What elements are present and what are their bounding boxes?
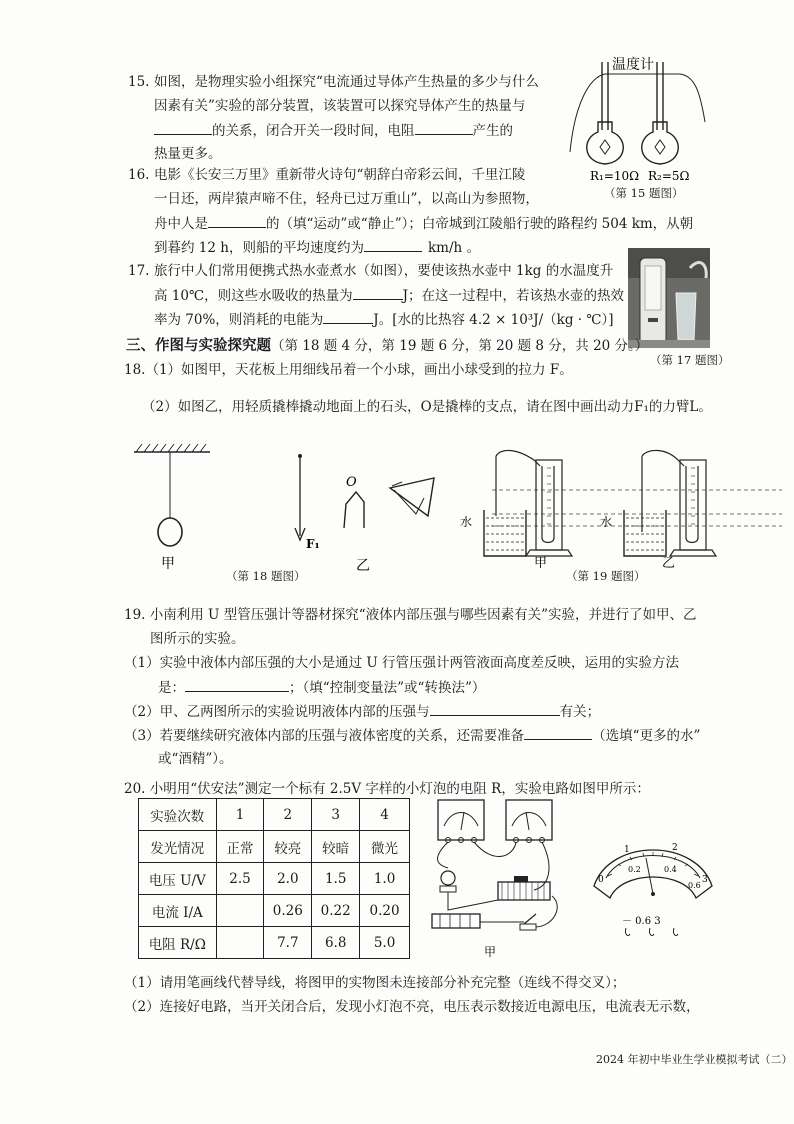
q16-line4-text-a: 到暮约 12 h，则船的平均速度约为 [154, 240, 364, 256]
q16-line4 [154, 237, 480, 258]
q19-blank-3[interactable] [524, 725, 592, 740]
table-row [139, 831, 410, 863]
table-cell: 1.5 [312, 863, 360, 895]
q19-water-label-2: 水 [600, 515, 613, 529]
q15-line4: 热量更多。 [154, 146, 222, 162]
q15-figure [560, 52, 720, 200]
q19-part2-text-b: 有关； [559, 704, 601, 720]
q16-line1: 电影《长安三万里》重新带火诗句“朝辞白帝彩云间，千里江陵 [154, 167, 526, 183]
q19-part3-line2: 或“酒精”）。 [158, 751, 233, 767]
q19-part3-text-b: （选填“更多的水” [592, 728, 701, 744]
table-row [139, 863, 410, 895]
q19-line2: 图所示的实验。 [150, 631, 245, 647]
table-cell: 1.0 [360, 863, 410, 895]
table-cell: 0.26 [264, 895, 312, 927]
q20-dial-terminals: － 0.6 3 [622, 916, 661, 927]
q17-caption: （第 17 题图） [650, 353, 730, 367]
q18-line2: （2）如图乙，用轻质撬棒撬动地面上的石头，O是撬棒的支点，请在图中画出动力F₁的力臂L。 [142, 399, 712, 415]
q16-line3 [154, 213, 693, 234]
q19-figure [456, 446, 786, 568]
q19-label-yi: 乙 [662, 556, 676, 568]
table-cell: 0.22 [312, 895, 360, 927]
q20-ammeter-dial [588, 828, 718, 943]
q19-line1: 19. 小南利用 U 型管压强计等器材探究“液体内部压强与哪些因素有关”实验，并进行了如甲、乙 [124, 607, 697, 623]
table-cell: 较暗 [312, 831, 360, 863]
table-cell: 1 [216, 799, 264, 831]
q20-dial-tick-3: 3 [702, 875, 708, 885]
q15-line1: 如图，是物理实验小组探究“电流通过导体产生热量的多少与什么 [154, 74, 539, 90]
q15-blank-1[interactable] [154, 120, 212, 135]
q17-line3-text-b: J。[水的比热容 4.2 × 10³J/（kg · ℃）] [373, 312, 614, 328]
table-row [139, 927, 410, 959]
q20-dial-tick-1: 1 [624, 845, 630, 855]
table-cell: 电流 I/A [139, 895, 217, 927]
q19-part1-line2 [158, 677, 485, 698]
q16-line3-text-a: 舟中人是 [154, 216, 208, 232]
section3-note: （第 18 题 4 分，第 19 题 6 分，第 20 题 8 分，共 20 分。） [271, 338, 649, 354]
table-cell: 电阻 R/Ω [139, 927, 217, 959]
q15-number: 15. [128, 74, 150, 90]
q20-data-table [138, 798, 410, 959]
page-footer: 2024 年初中毕业生学业模拟考试（二） [596, 1053, 793, 1066]
q15-line2: 因素有关”实验的部分装置，该装置可以探究导体产生的热量与 [154, 98, 526, 114]
q20-dial-tick-06: 0.6 [688, 881, 701, 890]
q19-label-jia: 甲 [534, 556, 548, 568]
q18-label-o: O [346, 475, 357, 490]
q19-part1-line1: （1）实验中液体内部压强的大小是通过 U 行管压强计两管液面高度差反映，运用的实验方法 [124, 655, 680, 671]
q18-label-yi: 乙 [356, 558, 370, 574]
table-cell: 0.20 [360, 895, 410, 927]
section3-title: 三、作图与实验探究题 [126, 338, 271, 354]
q18-line1: 18.（1）如图甲，天花板上用细线吊着一个小球，画出小球受到的拉力 F。 [124, 362, 573, 378]
q17-number: 17. [128, 263, 150, 279]
q15-line3-text-a: 的关系，闭合开关一段时间，电阻 [212, 123, 415, 139]
q19-water-label-1: 水 [460, 515, 473, 529]
q19-part1-text-b: ；（填“控制变量法”或“转换法”） [289, 680, 486, 696]
q15-line3 [154, 120, 513, 141]
q16-line3-text-b: 的（填“运动”或“静止”）；白帝城到江陵船行驶的路程约 504 km，从朝 [266, 216, 694, 232]
q18-label-jia: 甲 [161, 556, 175, 572]
q17-kettle-photo [628, 248, 710, 348]
q20-dial-tick-2: 2 [672, 843, 678, 853]
q18-caption: （第 18 题图） [226, 569, 306, 583]
table-cell: 微光 [360, 831, 410, 863]
table-cell: 6.8 [312, 927, 360, 959]
q15-thermometer-label: 温度计 [612, 57, 654, 73]
q16-number: 16. [128, 167, 150, 183]
section3-header [126, 336, 648, 356]
q19-part3-text-a: （3）若要继续研究液体内部的压强与液体密度的关系，还需要准备 [124, 728, 525, 744]
q16-line2: 一日还，两岸猿声啼不住，轻舟已过万重山”，以高山为参照物， [154, 191, 539, 207]
q20-circuit-figure [424, 796, 584, 966]
q20-line1: 20. 小明用“伏安法”测定一个标有 2.5V 字样的小灯泡的电阻 R，实验电路如图甲所示： [124, 781, 650, 797]
q20-dial-tick-0: 0 [598, 875, 604, 885]
table-cell: 电压 U/V [139, 863, 217, 895]
q17-line2-text-a: 高 10℃，则这些水吸收的热量为 [154, 288, 353, 304]
table-cell: 2.5 [216, 863, 264, 895]
table-cell: 发光情况 [139, 831, 217, 863]
q15-r2-label: R₂=5Ω [648, 169, 690, 183]
q17-line2-text-b: J；在这一过程中，若该热水壶的热效 [402, 288, 624, 304]
q15-line3-text-b: 产生的 [472, 123, 513, 139]
q18-figure [124, 440, 454, 585]
q20-dial-tick-02: 0.2 [628, 865, 641, 874]
q16-line4-text-b: km/h 。 [427, 240, 480, 256]
q17-line3 [154, 309, 614, 330]
q15-caption: （第 15 题图） [604, 186, 684, 200]
table-cell: 2 [264, 799, 312, 831]
q19-part1-text-a: 是： [158, 680, 185, 696]
table-cell: 4 [360, 799, 410, 831]
table-cell: 5.0 [360, 927, 410, 959]
q19-part3-line1 [124, 725, 700, 746]
table-cell-empty[interactable] [216, 927, 264, 959]
q19-part2-text-a: （2）甲、乙两图所示的实验说明液体内部的压强与 [124, 704, 430, 720]
q17-line1: 旅行中人们常用便携式热水壶煮水（如图），要使该热水壶中 1kg 的水温度升 [154, 263, 614, 279]
table-row [139, 799, 410, 831]
q15-blank-2[interactable] [415, 120, 473, 135]
q19-blank-1[interactable] [185, 677, 289, 692]
q18-label-f1: F₁ [306, 537, 320, 551]
q20-part1: （1）请用笔画线代替导线，将图甲的实物图未连接部分补充完整（连线不得交叉）； [124, 975, 626, 991]
table-cell: 3 [312, 799, 360, 831]
q16-blank-2[interactable] [364, 237, 422, 252]
q19-part2 [124, 701, 600, 722]
q19-blank-2[interactable] [430, 701, 560, 716]
table-cell: 较亮 [264, 831, 312, 863]
table-row [139, 895, 410, 927]
q17-blank-2[interactable] [323, 309, 373, 324]
table-cell-empty[interactable] [216, 895, 264, 927]
table-cell: 实验次数 [139, 799, 217, 831]
q19-caption: （第 19 题图） [566, 569, 646, 583]
q20-dial-tick-04: 0.4 [664, 865, 677, 874]
table-cell: 7.7 [264, 927, 312, 959]
table-cell: 2.0 [264, 863, 312, 895]
q17-line3-text-a: 率为 70%，则消耗的电能为 [154, 312, 324, 328]
q15-r1-label: R₁=10Ω [590, 169, 640, 183]
table-cell: 正常 [216, 831, 264, 863]
q17-blank-1[interactable] [353, 285, 403, 300]
q20-part2: （2）连接好电路，当开关闭合后，发现小灯泡不亮，电压表示数接近电源电压，电流表无示数， [124, 999, 700, 1015]
q16-blank-1[interactable] [208, 213, 266, 228]
q20-label-jia: 甲 [484, 945, 497, 959]
q17-line2 [154, 285, 624, 306]
